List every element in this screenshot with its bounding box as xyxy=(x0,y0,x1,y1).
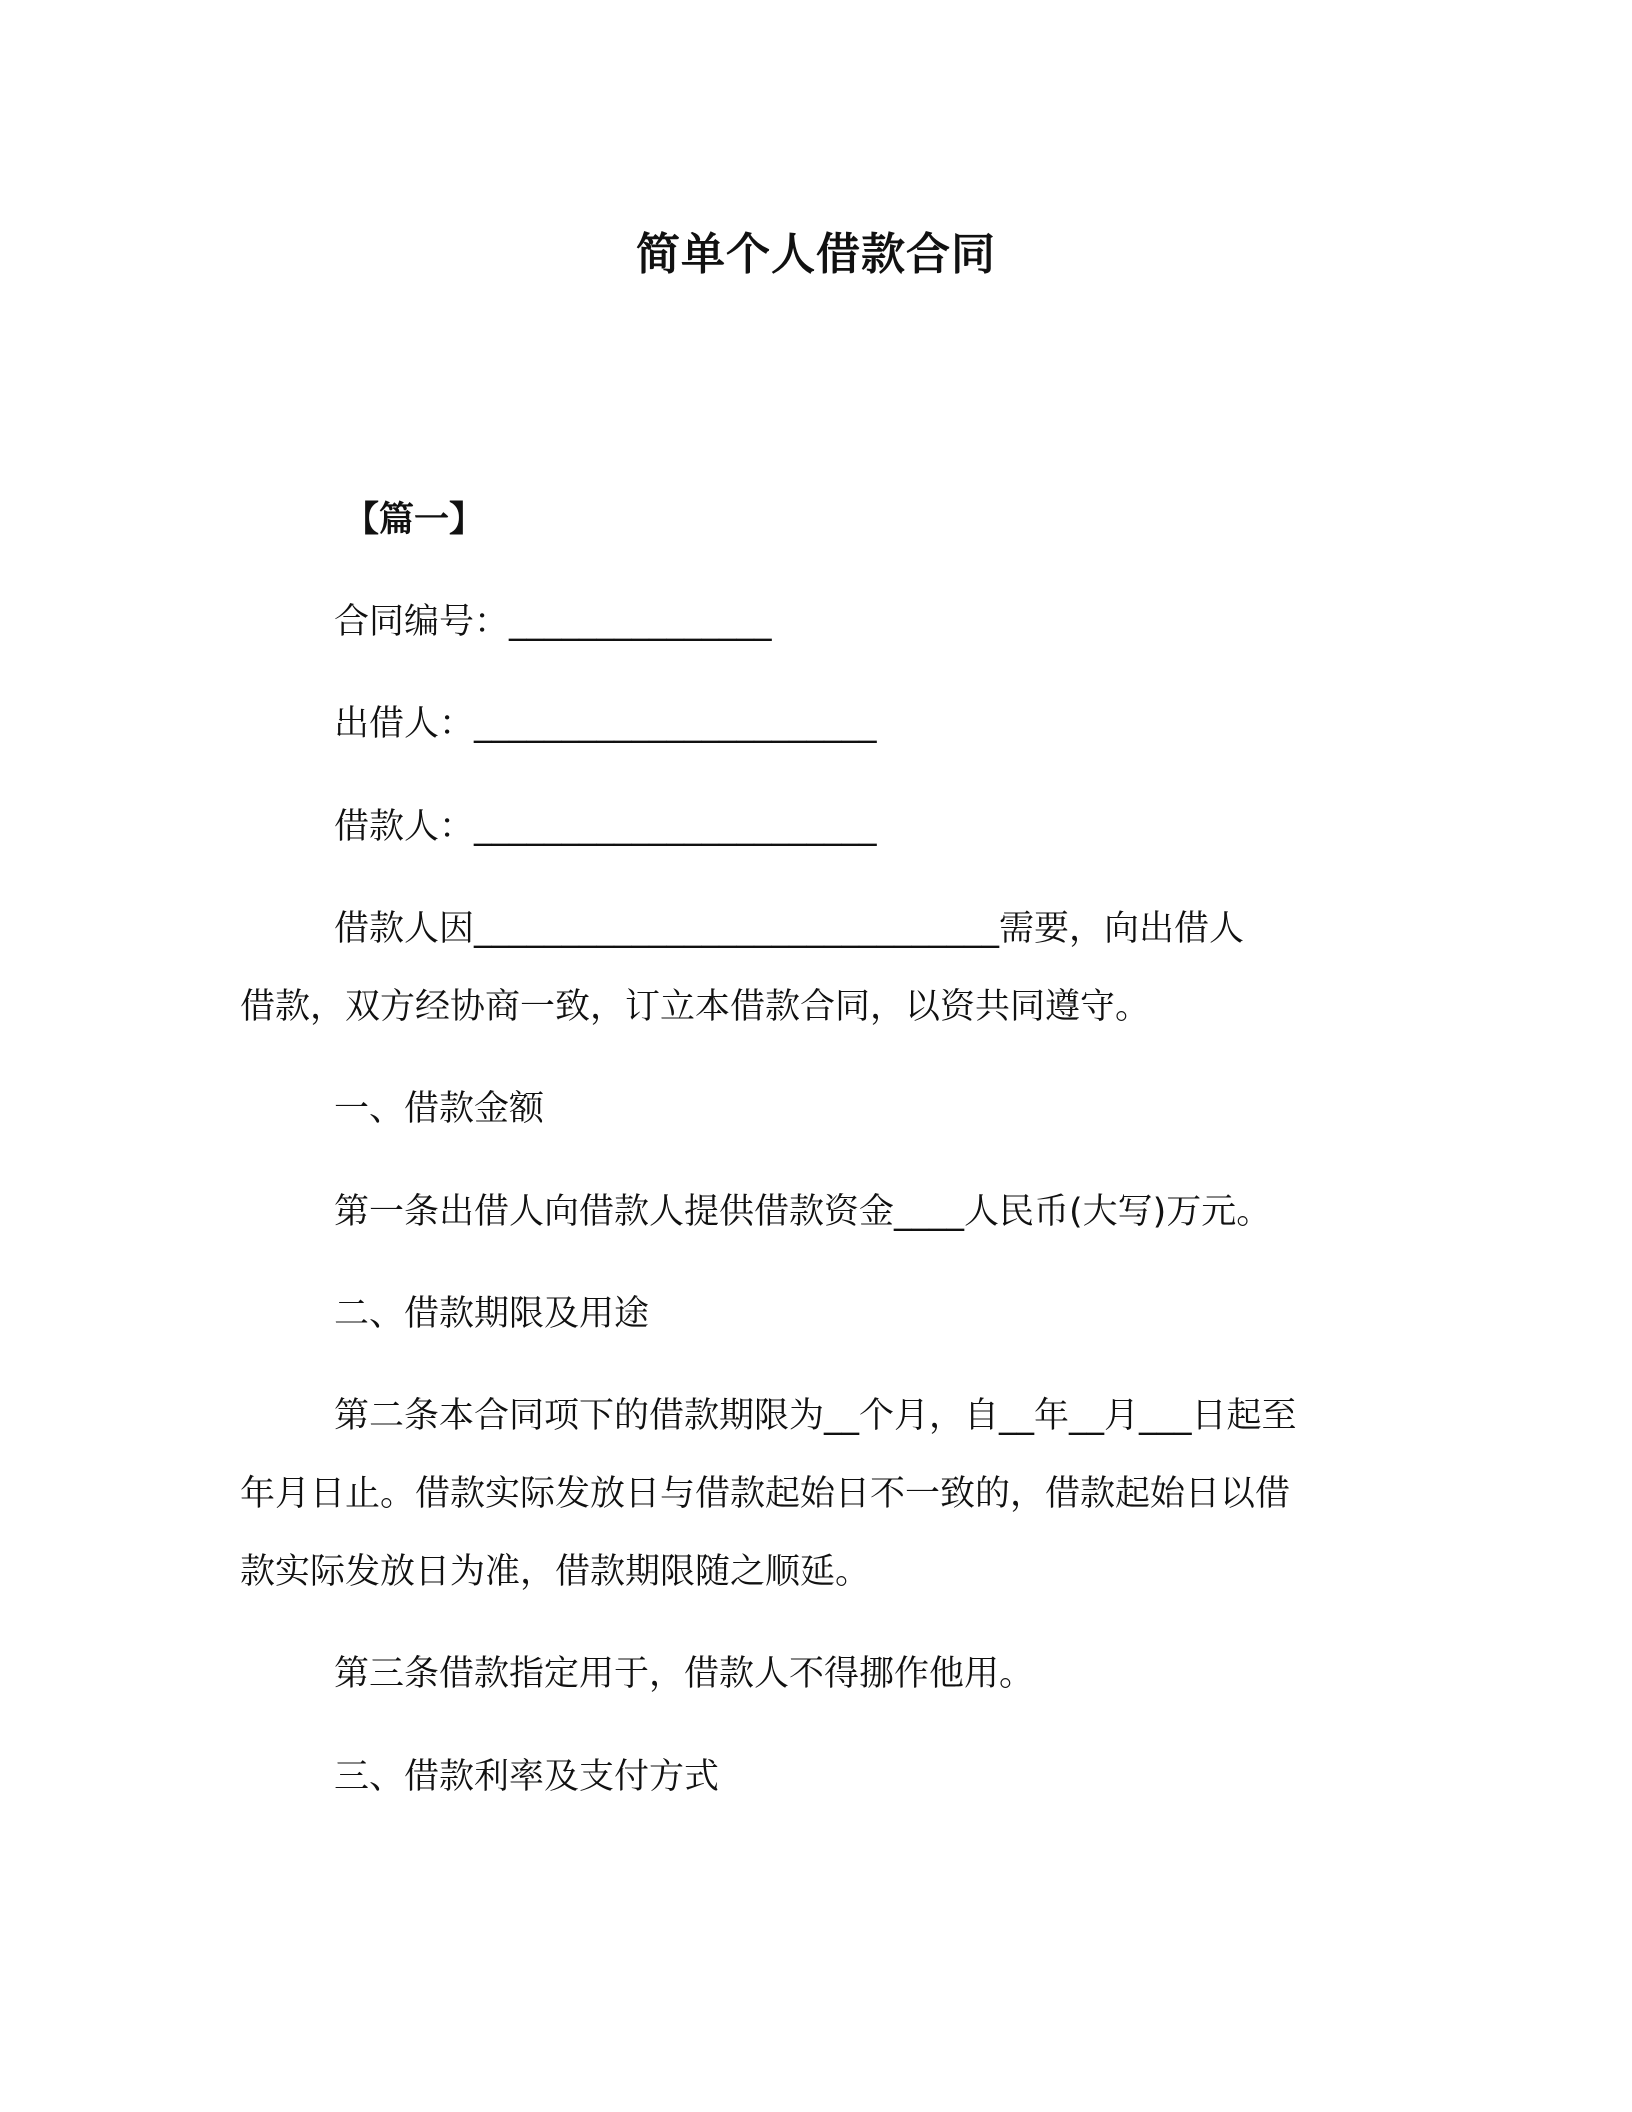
article-3: 第三条借款指定用于，借款人不得挪作他用。 xyxy=(334,1654,1035,1694)
article-1: 第一条出借人向借款人提供借款资金____人民币(大写)万元。 xyxy=(334,1192,1272,1232)
borrower-line: 借款人：_______________________ xyxy=(334,807,877,847)
heading-loan-amount: 一、借款金额 xyxy=(334,1089,545,1129)
purpose-paragraph-line-2: 借款，双方经协商一致，订立本借款合同，以资共同遵守。 xyxy=(240,987,1151,1027)
contract-number-line: 合同编号：_______________ xyxy=(334,602,772,642)
section-label: 【篇一】 xyxy=(344,500,485,540)
article-2-line-1: 第二条本合同项下的借款期限为__个月，自__年__月___日起至 xyxy=(334,1396,1297,1436)
heading-loan-term: 二、借款期限及用途 xyxy=(334,1294,650,1334)
purpose-paragraph-line-1: 借款人因______________________________需要，向出借人 xyxy=(334,909,1245,949)
heading-interest-rate: 三、借款利率及支付方式 xyxy=(334,1757,720,1797)
lender-line: 出借人：_______________________ xyxy=(334,704,877,744)
document-title: 简单个人借款合同 xyxy=(636,229,996,280)
article-2-line-2: 年月日止。借款实际发放日与借款起始日不一致的，借款起始日以借 xyxy=(240,1474,1291,1514)
article-2-line-3: 款实际发放日为准，借款期限随之顺延。 xyxy=(240,1552,871,1592)
